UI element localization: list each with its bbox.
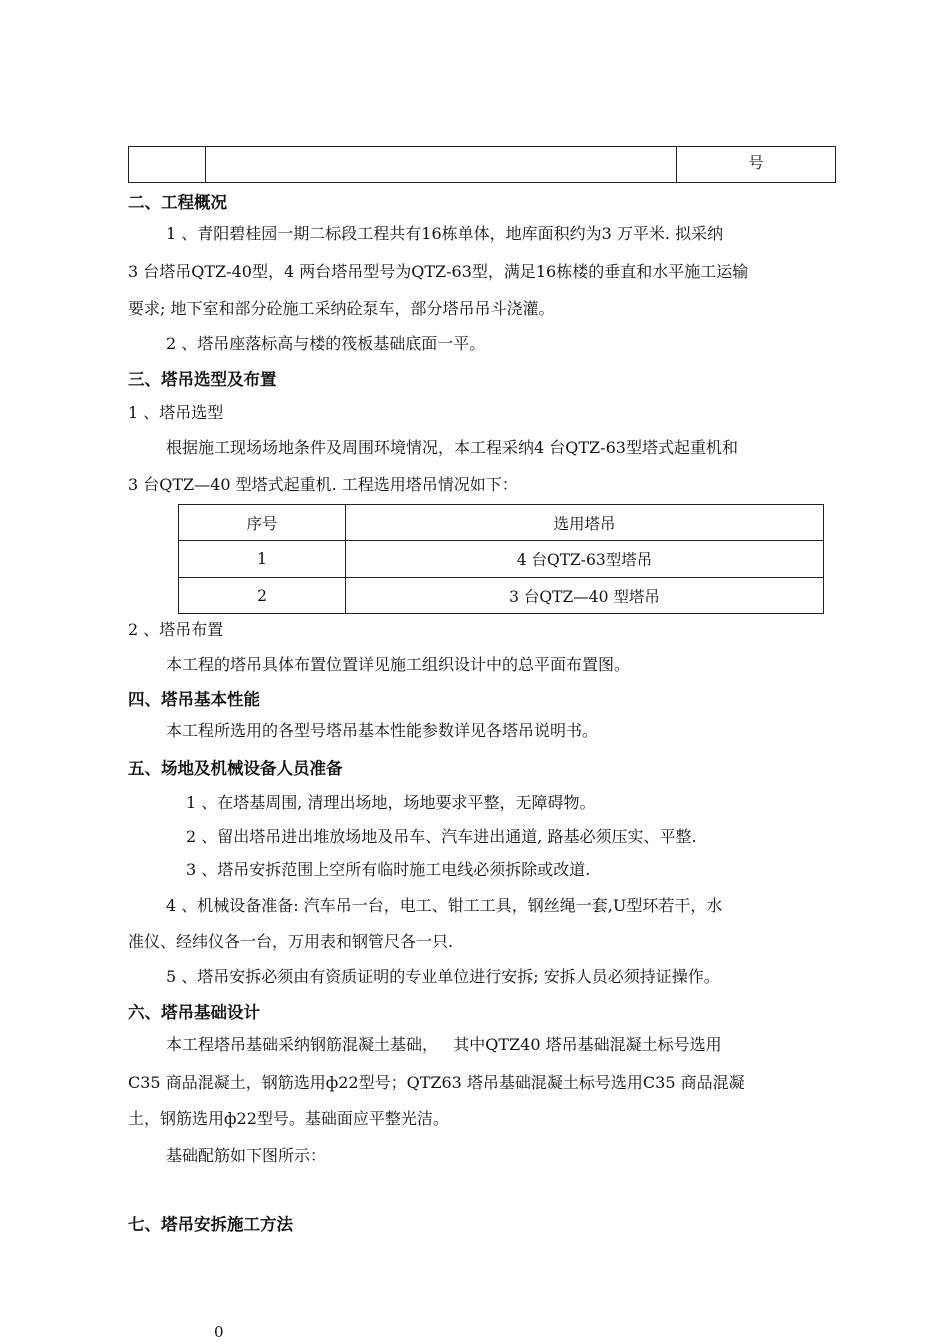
- table-row: [179, 541, 824, 578]
- sec2-para1-line3: 要求; 地下室和部分砼施工采纳砼泵车，部分塔吊吊斗浇灌。: [128, 299, 555, 318]
- sec5-item-4-line2: 准仪、经纬仪各一台，万用表和钢管尺各一只.: [128, 932, 454, 951]
- sec4-para1: 本工程所选用的各型号塔吊基本性能参数详见各塔吊说明书。: [166, 721, 599, 740]
- table-row: [179, 578, 824, 614]
- sec3-subheading-1: 1 、塔吊选型: [128, 403, 224, 422]
- sec3-subheading-2: 2 、塔吊布置: [128, 620, 224, 639]
- sec5-item-5: 5 、塔吊安拆必须由有资质证明的专业单位进行安拆; 安拆人员必须持证操作。: [166, 967, 720, 986]
- sec5-item-3: 3 、塔吊安拆范围上空所有临时施工电线必须拆除或改道.: [186, 860, 591, 879]
- section-2-title: 二、工程概况: [128, 193, 227, 212]
- top-table-cell-2: [206, 147, 677, 183]
- table-header-row: [179, 505, 824, 541]
- sec6-para2: 基础配筋如下图所示：: [166, 1146, 327, 1165]
- sec3-para1-line2: 3 台QTZ—40 型塔式起重机. 工程选用塔吊情况如下：: [128, 475, 518, 494]
- sec6-para1-line2: C35 商品混凝土，钢筋选用ф22型号；QTZ63 塔吊基础混凝土标号选用C35 商品混凝: [128, 1073, 745, 1092]
- table-cell: 2: [179, 578, 346, 614]
- table-header-cell: 序号: [179, 505, 346, 541]
- sec2-para2: 2 、塔吊座落标高与楼的筏板基础底面一平。: [166, 334, 486, 353]
- section-5-title: 五、场地及机械设备人员准备: [128, 759, 343, 778]
- sec5-item-4-line1: 4 、机械设备准备: 汽车吊一台，电工、钳工工具，钢丝绳一套,U型环若干，水: [166, 896, 723, 915]
- sec5-item-2: 2 、留出塔吊进出堆放场地及吊车、汽车进出通道, 路基必须压实、平整.: [186, 827, 697, 846]
- sec3-para1-line1: 根据施工现场场地条件及周围环境情况，本工程采纳4 台QTZ-63型塔式起重机和: [166, 438, 738, 457]
- section-4-title: 四、塔吊基本性能: [128, 690, 260, 709]
- sec3-para2: 本工程的塔吊具体布置位置详见施工组织设计中的总平面布置图。: [166, 655, 631, 674]
- sec2-para1-line2: 3 台塔吊QTZ-40型，4 两台塔吊型号为QTZ-63型，满足16栋楼的垂直和水平施工运输: [128, 262, 749, 281]
- sec6-para1-line1: 本工程塔吊基础采纳钢筋混凝土基础， 其中QTZ40 塔吊基础混凝土标号选用: [166, 1035, 722, 1054]
- table-cell: 1: [179, 541, 346, 578]
- section-3-title: 三、塔吊选型及布置: [128, 370, 277, 389]
- section-6-title: 六、塔吊基础设计: [128, 1003, 260, 1022]
- table-header-cell: 选用塔吊: [346, 505, 824, 541]
- section-7-title: 七、塔吊安拆施工方法: [128, 1215, 293, 1234]
- top-table-cell-1: [129, 147, 206, 183]
- crane-selection-table: [178, 504, 824, 614]
- table-cell: 4 台QTZ-63型塔吊: [346, 541, 824, 578]
- sec2-para1-line1: 1 、青阳碧桂园一期二标段工程共有16栋单体，地库面积约为3 万平米. 拟采纳: [166, 224, 724, 243]
- table-cell: 3 台QTZ—40 型塔吊: [346, 578, 824, 614]
- top-table: [128, 146, 836, 183]
- page-number: 0: [214, 1323, 224, 1341]
- top-table-cell-3: 号: [677, 147, 836, 183]
- sec6-para1-line3: 土，钢筋选用ф22型号。基础面应平整光洁。: [128, 1109, 449, 1128]
- sec5-item-1: 1 、在塔基周围, 清理出场地，场地要求平整，无障碍物。: [186, 793, 596, 812]
